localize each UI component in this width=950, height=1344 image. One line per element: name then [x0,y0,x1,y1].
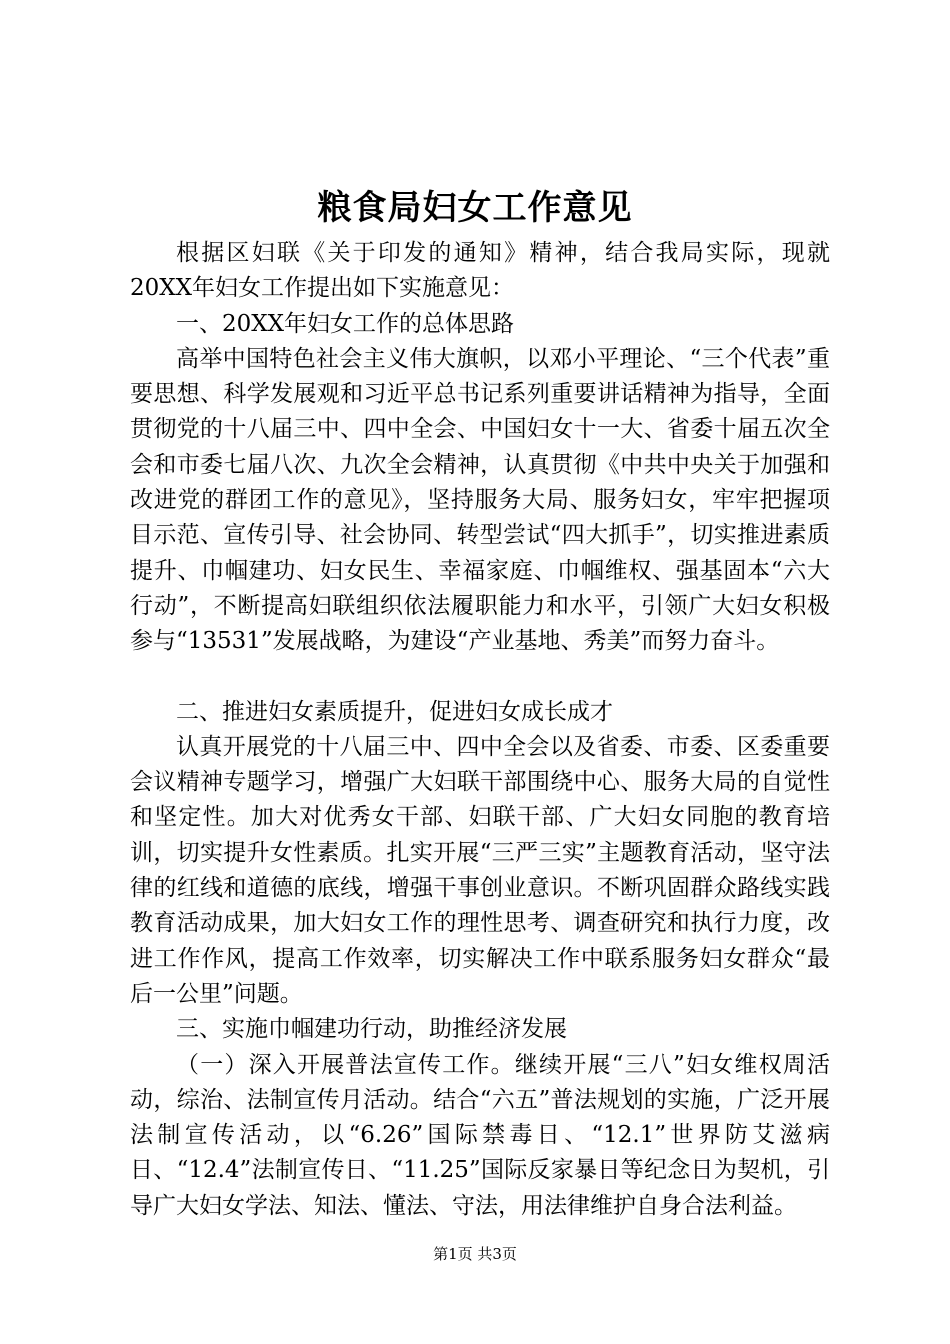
section-paragraph-2: 认真开展党的十八届三中、四中全会以及省委、市委、区委重要会议精神专题学习，增强广大妇联干部围绕中心、服务大局的自觉性和坚定性。加大对优秀女干部、妇联干部、广大妇女同胞的教育培训，切实提升女性素质。扎实开展“三严三实”主题教育活动，坚守法律的红线和道德的底线，增强干事创业意识。不断巩固群众路线实践教育活动成果，加大妇女工作的理性思考、调查研究和执行力度，改进工作作风，提高工作效率，切实解决工作中联系服务妇女群众“最后一公里”问题。 [130,733,830,1007]
document-title: 粮食局妇女工作意见 [317,188,633,228]
section-paragraph-3: （一）深入开展普法宣传工作。继续开展“三八”妇女维权周活动，综治、法制宣传月活动。结合“六五”普法规划的实施，广泛开展法制宣传活动，以“6.26”国际禁毒日、“12.1”世界防艾滋病日、“12.4”法制宣传日、“11.25”国际反家暴日等纪念日为契机，引导广大妇女学法、知法、懂法、守法，用法律维护自身合法利益。 [130,1051,830,1219]
section-heading-1: 一、20XX年妇女工作的总体思路 [176,310,515,337]
intro-paragraph: 根据区妇联《关于印发的通知》精神，结合我局实际，现就20XX年妇女工作提出如下实施意见： [130,240,830,302]
section-heading-2: 二、推进妇女素质提升，促进妇女成长成才 [176,698,613,725]
page-footer: 第1页 共3页 [433,1245,517,1263]
section-heading-3: 三、实施巾帼建功行动，助推经济发展 [176,1016,567,1043]
paragraph-spacer [130,660,830,695]
document-body [130,236,830,1224]
section-paragraph-1: 高举中国特色社会主义伟大旗帜，以邓小平理论、“三个代表”重要思想、科学发展观和习近平总书记系列重要讲话精神为指导，全面贯彻党的十八届三中、四中全会、中国妇女十一大、省委十届五次全会和市委七届八次、九次全会精神，认真贯彻《中共中央关于加强和改进党的群团工作的意见》，坚持服务大局、服务妇女，牢牢把握项目示范、宣传引导、社会协同、转型尝试“四大抓手”，切实推进素质提升、巾帼建功、妇女民生、幸福家庭、巾帼维权、强基固本“六大行动”，不断提高妇联组织依法履职能力和水平，引领广大妇女积极参与“13531”发展战略，为建设“产业基地、秀美”而努力奋斗。 [130,345,830,655]
